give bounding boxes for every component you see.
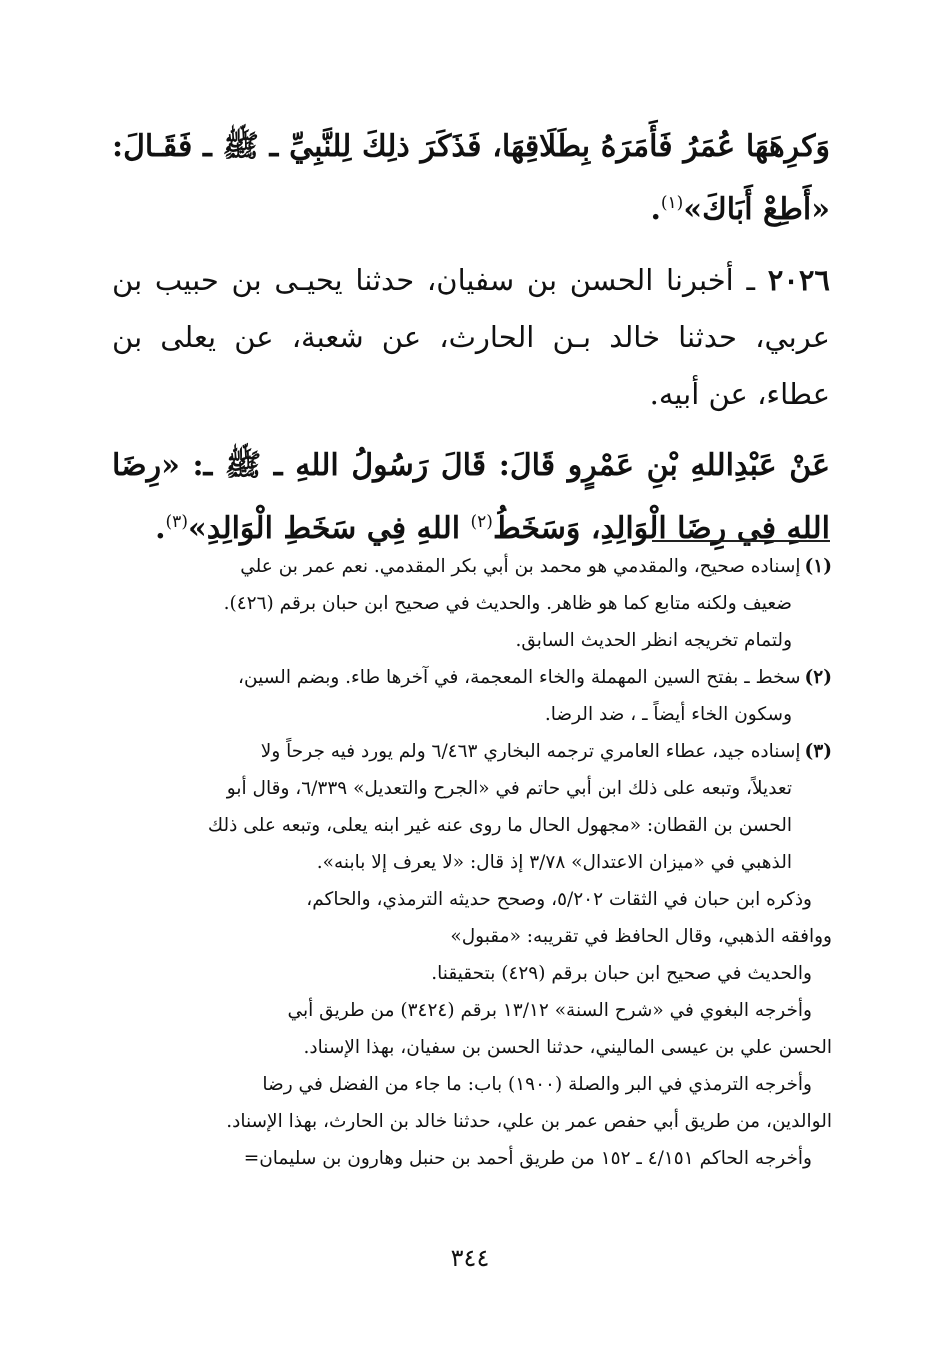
hadith-number: ٢٠٢٦ [767,263,830,297]
footnote-marker: (٣) [804,741,832,762]
footnote-line: وأخرجه الحاكم ٤/١٥١ ـ ١٥٢ من طريق أحمد بن حنبل وهارون بن سليمان= [243,1148,812,1169]
footnote-3 [110,733,832,1177]
footnote-ref[interactable]: (٢) [470,512,493,532]
footnote-marker: (٢) [804,667,832,688]
footnote-line: سخط ـ بفتح السين المهملة والخاء المعجمة، في آخرها طاء. وبضم السين، [238,667,801,688]
footnote-line: وأخرجه الترمذي في البر والصلة (١٩٠٠) باب: ما جاء من الفضل في رضا [262,1074,812,1095]
hadith-text: وَكرِهَهَا عُمَرُ فَأَمَرَهُ بِطَلَاقِهَا، فَذَكَرَ ذلِكَ لِلنَّبِيِّ ـ ﷺ ـ فَقَـالَ: «أَطِعْ أَبَاكَ» [112,129,830,227]
footnote-marker: (١) [804,556,832,577]
footnote-ref[interactable]: (١) [660,193,684,213]
paragraph-isnad [112,252,830,423]
footnote-line: ولتمام تخريجه انظر الحديث السابق. [515,630,792,651]
footnote-line: وذكره ابن حبان في الثقات ٥/٢٠٢، وصحح حديثه الترمذي، والحاكم، [306,889,812,910]
footnote-line: وأخرجه البغوي في «شرح السنة» ١٣/١٢ برقم (٣٤٢٤) من طريق أبي [287,1000,812,1021]
footnote-ref[interactable]: (٣) [165,512,188,532]
footnote-line: الحسن بن القطان: «مجهول الحال ما روى عنه غير ابنه يعلى، وتبعه على ذلك [207,815,792,836]
hadith-text: عَنْ عَبْدِاللهِ بْنِ عَمْرٍو قَالَ: قَالَ رَسُولُ اللهِ ـ ﷺ ـ: «رِضَا اللهِ فِي رِضَا الْوَالِدِ، وَسَخَطُ [112,448,830,546]
footnote-line: والحديث في صحيح ابن حبان برقم (٤٢٩) بتحقيقنا. [431,963,812,984]
footnote-line: وسكون الخاء أيضاً ـ ، ضد الرضا. [544,704,792,725]
main-text [112,118,830,557]
footnote-1 [110,548,832,659]
paragraph-hadith [112,437,830,557]
footnote-line: الوالدين، من طريق أبي حفص عمر بن علي، حدثنا خالد بن الحارث، بهذا [288,1111,832,1132]
page-number: ٣٤٤ [450,1244,490,1272]
sentence-end: . [650,192,661,227]
hadith-text: اللهِ فِي سَخَطِ الْوَالِدِ» [187,511,461,546]
footnote-line: الحسن علي بن عيسى الماليني، حدثنا الحسن بن سفيان، بهذا الإسناد. [303,1037,832,1058]
isnad-text: ـ أخبرنا الحسن بن سفيان، حدثنا يحيـى بن حبيب بن عربي، حدثنا خالد بـن الحارث، عن شعبة، عن يعلى بن عطاء، عن أبيه. [112,263,830,411]
footnote-line: ضعيف ولكنه متابع كما هو ظاهر. والحديث في صحيح ابن حبان برقم (٤٢٦). [223,593,792,614]
footnote-line: الذهبي في «ميزان الاعتدال» ٣/٧٨ إذ قال: «لا يعرف إلا بابنه». [316,852,792,873]
footnote-2 [110,659,832,733]
footnote-line: إسناده جيد، عطاء العامري ترجمه البخاري ٦/٤٦٣ ولم يورد فيه جرحاً ولا [260,741,801,762]
footnotes [110,548,832,1177]
footnote-line: ووافقه الذهبي، وقال الحافظ في تقريبه: «مقبول» [450,926,832,947]
footnote-line: الإسناد. [226,1111,283,1132]
footnote-divider [652,540,830,542]
footnote-line: تعديلاً، وتبعه على ذلك ابن أبي حاتم في «الجرح والتعديل» ٦/٣٣٩، وقال أبو [226,778,792,799]
footnote-line: إسناده صحيح، والمقدمي هو محمد بن أبي بكر المقدمي. نعم عمر بن علي [240,556,801,577]
paragraph-hadith-continuation [112,118,830,238]
sentence-end: . [155,511,166,546]
